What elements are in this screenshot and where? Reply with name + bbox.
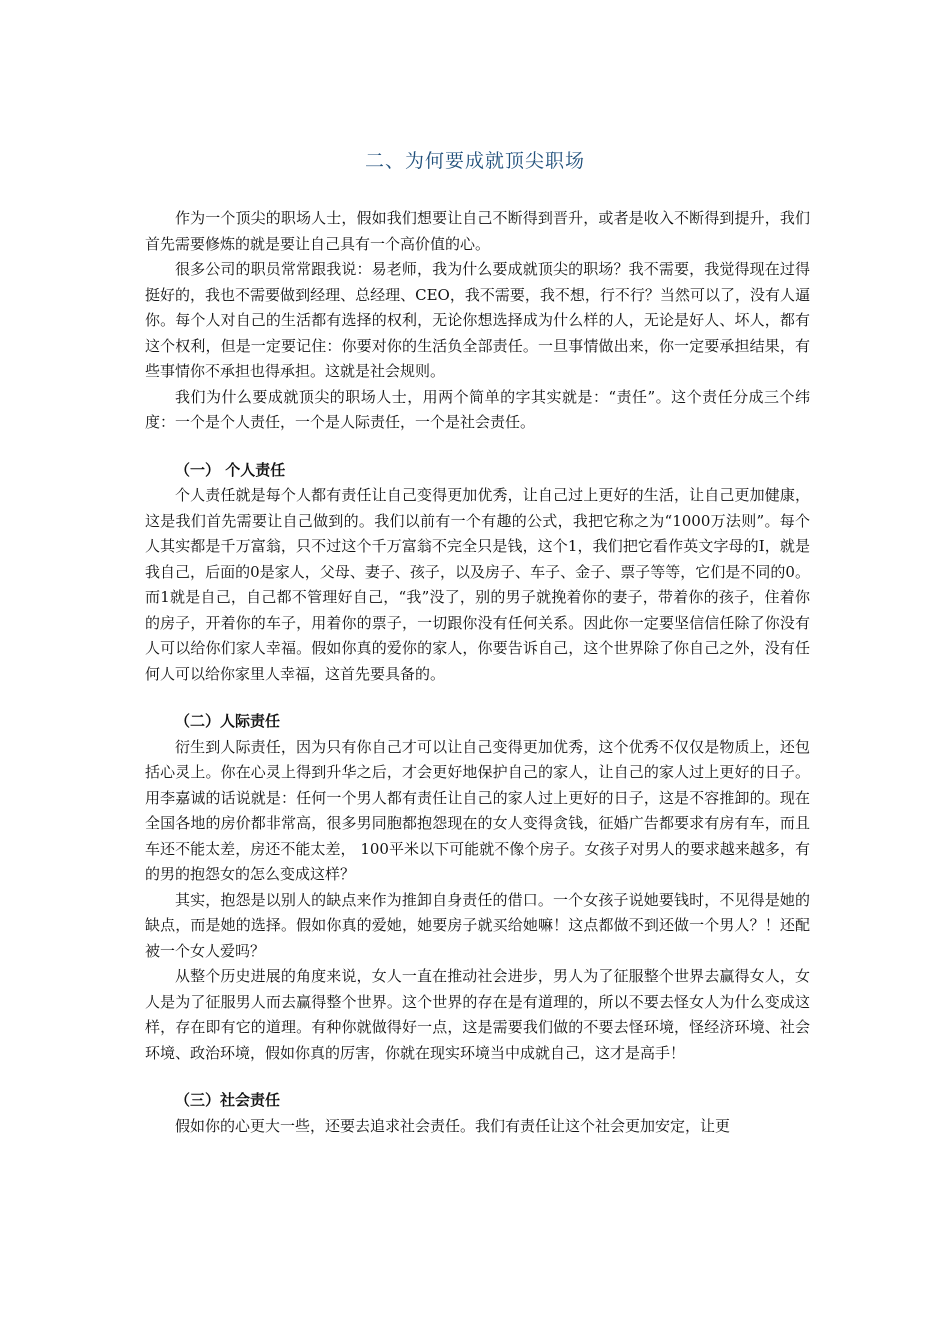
document-body (145, 206, 810, 1139)
section-gap (145, 436, 810, 458)
section-gap (145, 687, 810, 709)
paragraph: 假如你的心更大一些，还要去追求社会责任。我们有责任让这个社会更加安定，让更 (175, 1116, 731, 1135)
paragraph: 其实，抱怨是以别人的缺点来作为推卸自身责任的借口。一个女孩子说她要钱时，不见得是她的缺点，而是她的选择。假如你真的爱她，她要房子就买给她嘛！这点都做不到还做一个男人？！还配被一个女人爱吗？ (145, 890, 810, 960)
document-title: 二、为何要成就顶尖职场 (364, 150, 585, 172)
paragraph: 衍生到人际责任，因为只有你自己才可以让自己变得更加优秀，这个优秀不仅仅是物质上，还包括心灵上。你在心灵上得到升华之后，才会更好地保护自己的家人，让自己的家人过上更好的日子。用李嘉诚的话说就是：任何一个男人都有责任让自己的家人过上更好的日子，这是不容推卸的。现在全国各地的房价都非常高，很多男同胞都抱怨现在的女人变得贪钱，征婚广告都要求有房有车，而且车还不能太差，房还不能太差， 100平米以下可能就不像个房子。女孩子对男人的要求越来越多，有的男的抱怨女的怎么变成这样？ (145, 737, 810, 883)
paragraph: 作为一个顶尖的职场人士，假如我们想要让自己不断得到晋升，或者是收入不断得到提升，我们首先需要修炼的就是要让自己具有一个高价值的心。 (145, 209, 810, 253)
paragraph: 个人责任就是每个人都有责任让自己变得更加优秀，让自己过上更好的生活，让自己更加健康，这是我们首先需要让自己做到的。我们以前有一个有趣的公式，我把它称之为“1000万法则”。每个人其实都是千万富翁，只不过这个千万富翁不完全只是钱，这个1，我们把它看作英文字母的I，就是我自己，后面的0是家人，父母、妻子、孩子，以及房子、车子、金子、票子等等，它们是不同的0。而1就是自己，自己都不管理好自己，“我”没了，别的男子就挽着你的妻子，带着你的孩子，住着你的房子，开着你的车子，用着你的票子，一切跟你没有任何关系。因此你一定要坚信信任除了你没有人可以给你们家人幸福。假如你真的爱你的家人，你要告诉自己，这个世界除了你自己之外，没有任何人可以给你家里人幸福，这首先要具备的。 (145, 486, 810, 683)
paragraph: 我们为什么要成就顶尖的职场人士，用两个简单的字其实就是：“责任”。这个责任分成三个纬度：一个是个人责任，一个是人际责任，一个是社会责任。 (145, 387, 810, 431)
section-heading-interpersonal: （二）人际责任 (175, 712, 281, 730)
section-heading-personal: （一） 个人责任 (175, 460, 286, 479)
section-gap (145, 1066, 810, 1088)
section-heading-social: （三）社会责任 (175, 1091, 281, 1109)
paragraph: 很多公司的职员常常跟我说：易老师，我为什么要成就顶尖的职场？我不需要，我觉得现在过得挺好的，我也不需要做到经理、总经理、CEO，我不需要，我不想，行不行？当然可以了，没有人逼你。每个人对自己的生活都有选择的权利，无论你想选择成为什么样的人，无论是好人、坏人，都有这个权利，但是一定要记住：你要对你的生活负全部责任。一旦事情做出来，你一定要承担结果，有些事情你不承担也得承担。这就是社会规则。 (145, 260, 810, 380)
paragraph: 从整个历史进展的角度来说，女人一直在推动社会进步，男人为了征服整个世界去赢得女人，女人是为了征服男人而去赢得整个世界。这个世界的存在是有道理的，所以不要去怪女人为什么变成这样，存在即有它的道理。有种你就做得好一点，这是需要我们做的不要去怪环境，怪经济环境、社会环境、政治环境，假如你真的厉害，你就在现实环境当中成就自己，这才是高手！ (145, 967, 810, 1062)
